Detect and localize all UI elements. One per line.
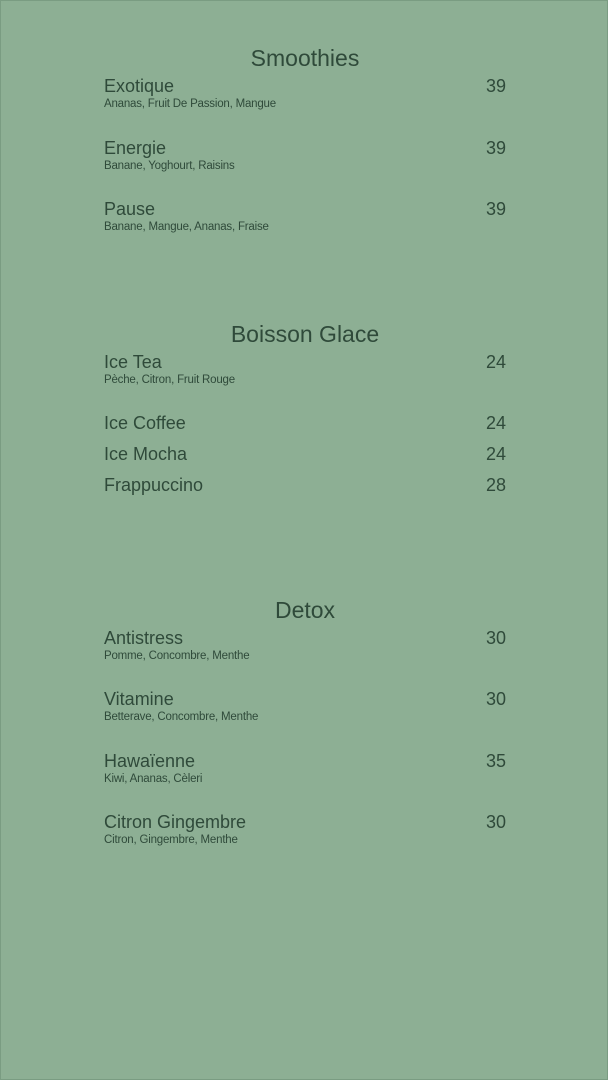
section-title: Smoothies [250, 45, 360, 71]
item-price: 39 [485, 138, 506, 158]
item-description: Kiwi, Ananas, Cèleri [104, 773, 203, 785]
section-title: Boisson Glace [230, 321, 380, 347]
item-name: Citron Gingembre [104, 812, 247, 832]
item-name: Exotique [104, 76, 175, 96]
item-price: 35 [485, 751, 506, 771]
item-name: Hawaïenne [104, 751, 196, 771]
item-name: Energie [104, 138, 167, 158]
item-price: 30 [485, 628, 506, 648]
item-description: Banane, Yoghourt, Raisins [104, 160, 235, 172]
item-price: 28 [485, 475, 506, 495]
item-description: Citron, Gingembre, Menthe [104, 834, 238, 846]
item-name: Ice Mocha [104, 444, 188, 464]
item-price: 30 [485, 812, 506, 832]
section-title: Detox [274, 597, 336, 623]
item-price: 39 [485, 76, 506, 96]
item-name: Ice Tea [104, 352, 162, 372]
item-price: 24 [485, 352, 506, 372]
item-name: Vitamine [104, 689, 174, 709]
item-description: Betterave, Concombre, Menthe [104, 711, 259, 723]
item-price: 24 [485, 413, 506, 433]
item-name: Antistress [104, 628, 184, 648]
item-name: Frappuccino [104, 475, 204, 495]
item-price: 39 [485, 199, 506, 219]
item-description: Pomme, Concombre, Menthe [104, 650, 250, 662]
item-name: Ice Coffee [104, 413, 186, 433]
item-price: 24 [485, 444, 506, 464]
item-description: Banane, Mangue, Ananas, Fraise [104, 221, 269, 233]
item-description: Ananas, Fruit De Passion, Mangue [104, 98, 276, 110]
item-price: 30 [485, 689, 506, 709]
item-name: Pause [104, 199, 156, 219]
item-description: Pèche, Citron, Fruit Rouge [104, 374, 235, 386]
